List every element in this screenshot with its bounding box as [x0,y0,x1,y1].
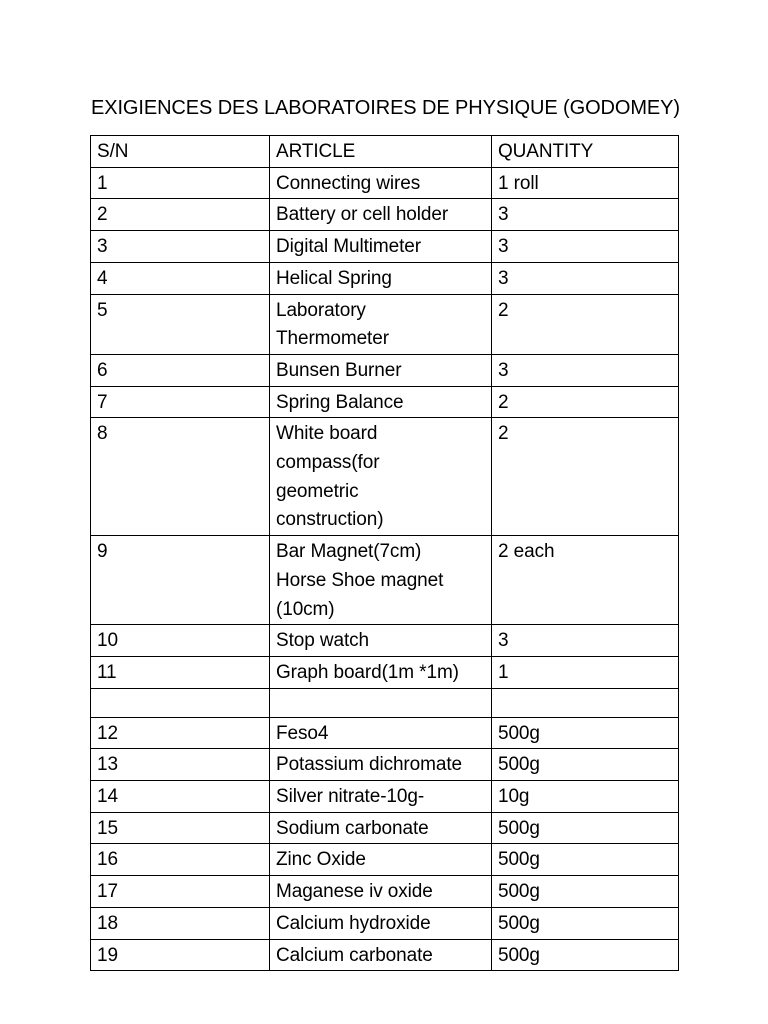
cell-sn: 11 [91,656,270,688]
cell-sn [91,688,270,717]
table-body [91,136,679,971]
cell-quantity: 500g [492,717,679,749]
cell-quantity: 3 [492,262,679,294]
cell-article: Silver nitrate-10g- [270,781,492,813]
cell-sn: 6 [91,354,270,386]
cell-article: Zinc Oxide [270,844,492,876]
cell-sn: 9 [91,536,270,625]
cell-article: Maganese iv oxide [270,876,492,908]
header-article: ARTICLE [270,136,492,168]
table-row [91,812,679,844]
cell-sn: 18 [91,907,270,939]
cell-article [270,688,492,717]
cell-quantity: 500g [492,876,679,908]
cell-sn: 12 [91,717,270,749]
table-row [91,199,679,231]
table-row [91,939,679,971]
cell-sn: 5 [91,294,270,354]
cell-article: Digital Multimeter [270,231,492,263]
cell-quantity: 2 [492,294,679,354]
table-row [91,536,679,625]
equipment-table [90,135,679,971]
cell-sn: 3 [91,231,270,263]
cell-sn: 15 [91,812,270,844]
cell-quantity [492,688,679,717]
cell-article: Laboratory Thermometer [270,294,492,354]
table-row [91,294,679,354]
cell-quantity: 500g [492,844,679,876]
cell-quantity: 500g [492,907,679,939]
cell-sn: 1 [91,167,270,199]
cell-article: Potassium dichromate [270,749,492,781]
cell-sn: 14 [91,781,270,813]
cell-quantity: 500g [492,749,679,781]
cell-quantity: 1 roll [492,167,679,199]
table-row [91,876,679,908]
table-row [91,688,679,717]
cell-article: Bar Magnet(7cm) Horse Shoe magnet (10cm) [270,536,492,625]
cell-article: Spring Balance [270,386,492,418]
header-quantity: QUANTITY [492,136,679,168]
table-row [91,844,679,876]
cell-quantity: 1 [492,656,679,688]
table-row [91,167,679,199]
cell-article: Feso4 [270,717,492,749]
header-sn: S/N [91,136,270,168]
cell-article: Connecting wires [270,167,492,199]
cell-sn: 16 [91,844,270,876]
cell-article: Sodium carbonate [270,812,492,844]
table-row [91,625,679,657]
cell-sn: 13 [91,749,270,781]
cell-sn: 17 [91,876,270,908]
cell-sn: 2 [91,199,270,231]
table-row [91,354,679,386]
cell-sn: 19 [91,939,270,971]
cell-article: Stop watch [270,625,492,657]
cell-quantity: 3 [492,354,679,386]
cell-article: Bunsen Burner [270,354,492,386]
cell-quantity: 500g [492,812,679,844]
table-row [91,907,679,939]
cell-quantity: 3 [492,625,679,657]
table-row [91,386,679,418]
table-row [91,418,679,536]
cell-article: Calcium carbonate [270,939,492,971]
cell-quantity: 2 [492,386,679,418]
cell-article: Battery or cell holder [270,199,492,231]
cell-article: White board compass(for geometric construction) [270,418,492,536]
cell-sn: 10 [91,625,270,657]
cell-sn: 7 [91,386,270,418]
cell-article: Calcium hydroxide [270,907,492,939]
cell-quantity: 2 each [492,536,679,625]
table-row [91,781,679,813]
cell-article: Graph board(1m *1m) [270,656,492,688]
cell-sn: 4 [91,262,270,294]
cell-quantity: 10g [492,781,679,813]
cell-quantity: 3 [492,199,679,231]
table-row [91,749,679,781]
table-row [91,656,679,688]
cell-sn: 8 [91,418,270,536]
cell-quantity: 3 [492,231,679,263]
document-title: EXIGIENCES DES LABORATOIRES DE PHYSIQUE (GODOMEY) [91,97,680,119]
cell-quantity: 500g [492,939,679,971]
table-row [91,717,679,749]
cell-article: Helical Spring [270,262,492,294]
cell-quantity: 2 [492,418,679,536]
table-row [91,231,679,263]
table-header-row [91,136,679,168]
table-row [91,262,679,294]
